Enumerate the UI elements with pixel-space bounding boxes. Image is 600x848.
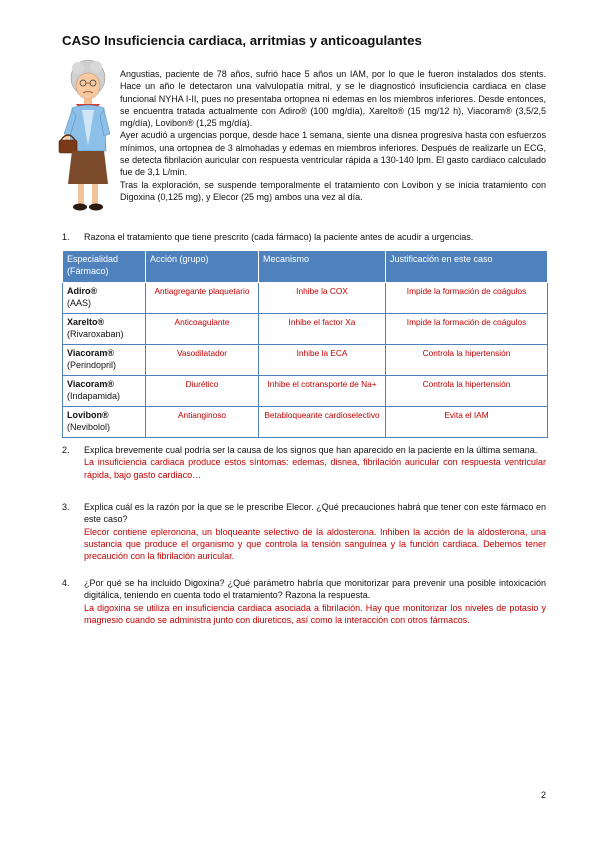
generic-name: (Perindopril)	[67, 360, 117, 370]
answer-text: La insuficiencia cardiaca produce estos síntomas: edemas, disnea, fibrilación auricular con respuesta ventricular rápida, bajo gasto cardiaco…	[84, 457, 546, 480]
action-cell: Anticoagulante	[146, 314, 259, 345]
justification-cell: Controla la hipertensión	[386, 376, 548, 407]
drug-table	[62, 250, 548, 438]
brand-name: Lovibon®	[67, 410, 109, 420]
table-row	[63, 283, 548, 314]
question-block	[84, 444, 546, 481]
question-text: Razona el tratamiento que tiene prescrito (cada fármaco) la paciente antes de acudir a urgencias.	[84, 232, 474, 242]
question-text: ¿Por qué se ha incluido Digoxina? ¿Qué parámetro habría que monitorizar para prevenir una posible intoxicación digitálica, teniendo en cuenta todo el tratamiento? Razona la respuesta.	[84, 578, 546, 601]
mechanism-cell: Inhibe el factor Xa	[259, 314, 386, 345]
question-number: 4.	[62, 578, 70, 588]
action-cell: Antiagregante plaquetario	[146, 283, 259, 314]
case-description	[120, 68, 546, 203]
table-row	[63, 314, 548, 345]
generic-name: (Nevibolol)	[67, 422, 111, 432]
column-header: Justificación en este caso	[386, 251, 548, 283]
mechanism-cell: Inhibe el cotransporte de Na+	[259, 376, 386, 407]
page-title: CASO Insuficiencia cardiaca, arritmias y anticoagulantes	[62, 33, 422, 48]
column-header: Especialidad (Fármaco)	[63, 251, 146, 283]
drug-name-cell	[63, 283, 146, 314]
action-cell: Antianginoso	[146, 407, 259, 438]
action-cell: Vasodilatador	[146, 345, 259, 376]
brand-name: Viacoram®	[67, 379, 114, 389]
question-text: Explica cuál es la razón por la que se le prescribe Elecor. ¿Qué precauciones habrá que tener con este fármaco en este caso?	[84, 502, 546, 525]
question-text: Explica brevemente cual podría ser la causa de los signos que han aparecido en la paciente en la última semana.	[84, 445, 538, 455]
justification-cell: Evita el IAM	[386, 407, 548, 438]
action-cell: Diurético	[146, 376, 259, 407]
elderly-woman-illustration	[58, 56, 116, 214]
answer-text: La digoxina se utiliza en insuficiencia cardiaca asociada a fibrilación. Hay que monitorizar los niveles de potasio y magnesio cuando se administra junto con diureticos, así como la interacción con otros fármacos.	[84, 602, 546, 625]
brand-name: Adiro®	[67, 286, 98, 296]
question-number: 1.	[62, 232, 70, 242]
mechanism-cell: Betabloqueante cardioselectivo	[259, 407, 386, 438]
question-number: 3.	[62, 502, 70, 512]
generic-name: (AAS)	[67, 298, 92, 308]
intro-paragraph: Angustias, paciente de 78 años, sufrió hace 5 años un IAM, por lo que le fueron instalados dos stents. Hace un año le detectaron una valvulopatía mitral, y se le diagnosticó insuficiencia cardiaca en clase funcional NYHA I-II, pues no presentaba ortopnea ni edemas en los miembros inferiores. Desde entonces, se encuentra tratada actualmente con Adiro® (100 mg/día), Xarelto® (15 mg/12 h), Viacoram® (3,5/2,5 mg/día), Lovibon® (1,25 mg/día).	[120, 69, 546, 129]
answer-text: Elecor contiene epleronona, un bloqueante selectivo de la aldosterona. Inhiben la acción de la aldosterona, una sustancia que produce el organismo y que controla la tensión sanguínea y la función cardiaca. Debemos tener precaución con la fibrilación auricular.	[84, 526, 546, 562]
justification-cell: Impide la formación de coágulos	[386, 314, 548, 345]
justification-cell: Impide la formación de coágulos	[386, 283, 548, 314]
drug-name-cell	[63, 314, 146, 345]
brand-name: Viacoram®	[67, 348, 114, 358]
column-header: Acción (grupo)	[146, 251, 259, 283]
table-row	[63, 345, 548, 376]
generic-name: (Indapamida)	[67, 391, 121, 401]
drug-name-cell	[63, 407, 146, 438]
drug-name-cell	[63, 345, 146, 376]
justification-cell: Controla la hipertensión	[386, 345, 548, 376]
intro-paragraph: Tras la exploración, se suspende temporalmente el tratamiento con Lovibon y se inicia tratamiento con Digoxina (0,125 mg), y Elecor (25 mg) ambos una vez al día.	[120, 179, 546, 202]
column-header: Mecanismo	[259, 251, 386, 283]
intro-paragraph: Ayer acudió a urgencias porque, desde hace 1 semana, siente una disnea progresiva hasta con esfuerzos mínimos, una ortopnea de 3 almohadas y edemas en miembros inferiores. Después de realizarle un ECG, se detecta fibrilación auricular con respuesta ventricular rápida a 130-140 lpm. El gasto cardiaco calculado fue de 3,1 L/min.	[120, 130, 546, 178]
mechanism-cell: Inhibe la ECA	[259, 345, 386, 376]
table-header-row	[63, 251, 548, 283]
drug-name-cell	[63, 376, 146, 407]
table-row	[63, 376, 548, 407]
question-number: 2.	[62, 445, 70, 455]
table-row	[63, 407, 548, 438]
generic-name: (Rivaroxaban)	[67, 329, 124, 339]
question-block	[84, 501, 546, 562]
mechanism-cell: Inhibe la COX	[259, 283, 386, 314]
question-block	[84, 577, 546, 626]
page-number: 2	[541, 790, 547, 800]
brand-name: Xarelto®	[67, 317, 105, 327]
